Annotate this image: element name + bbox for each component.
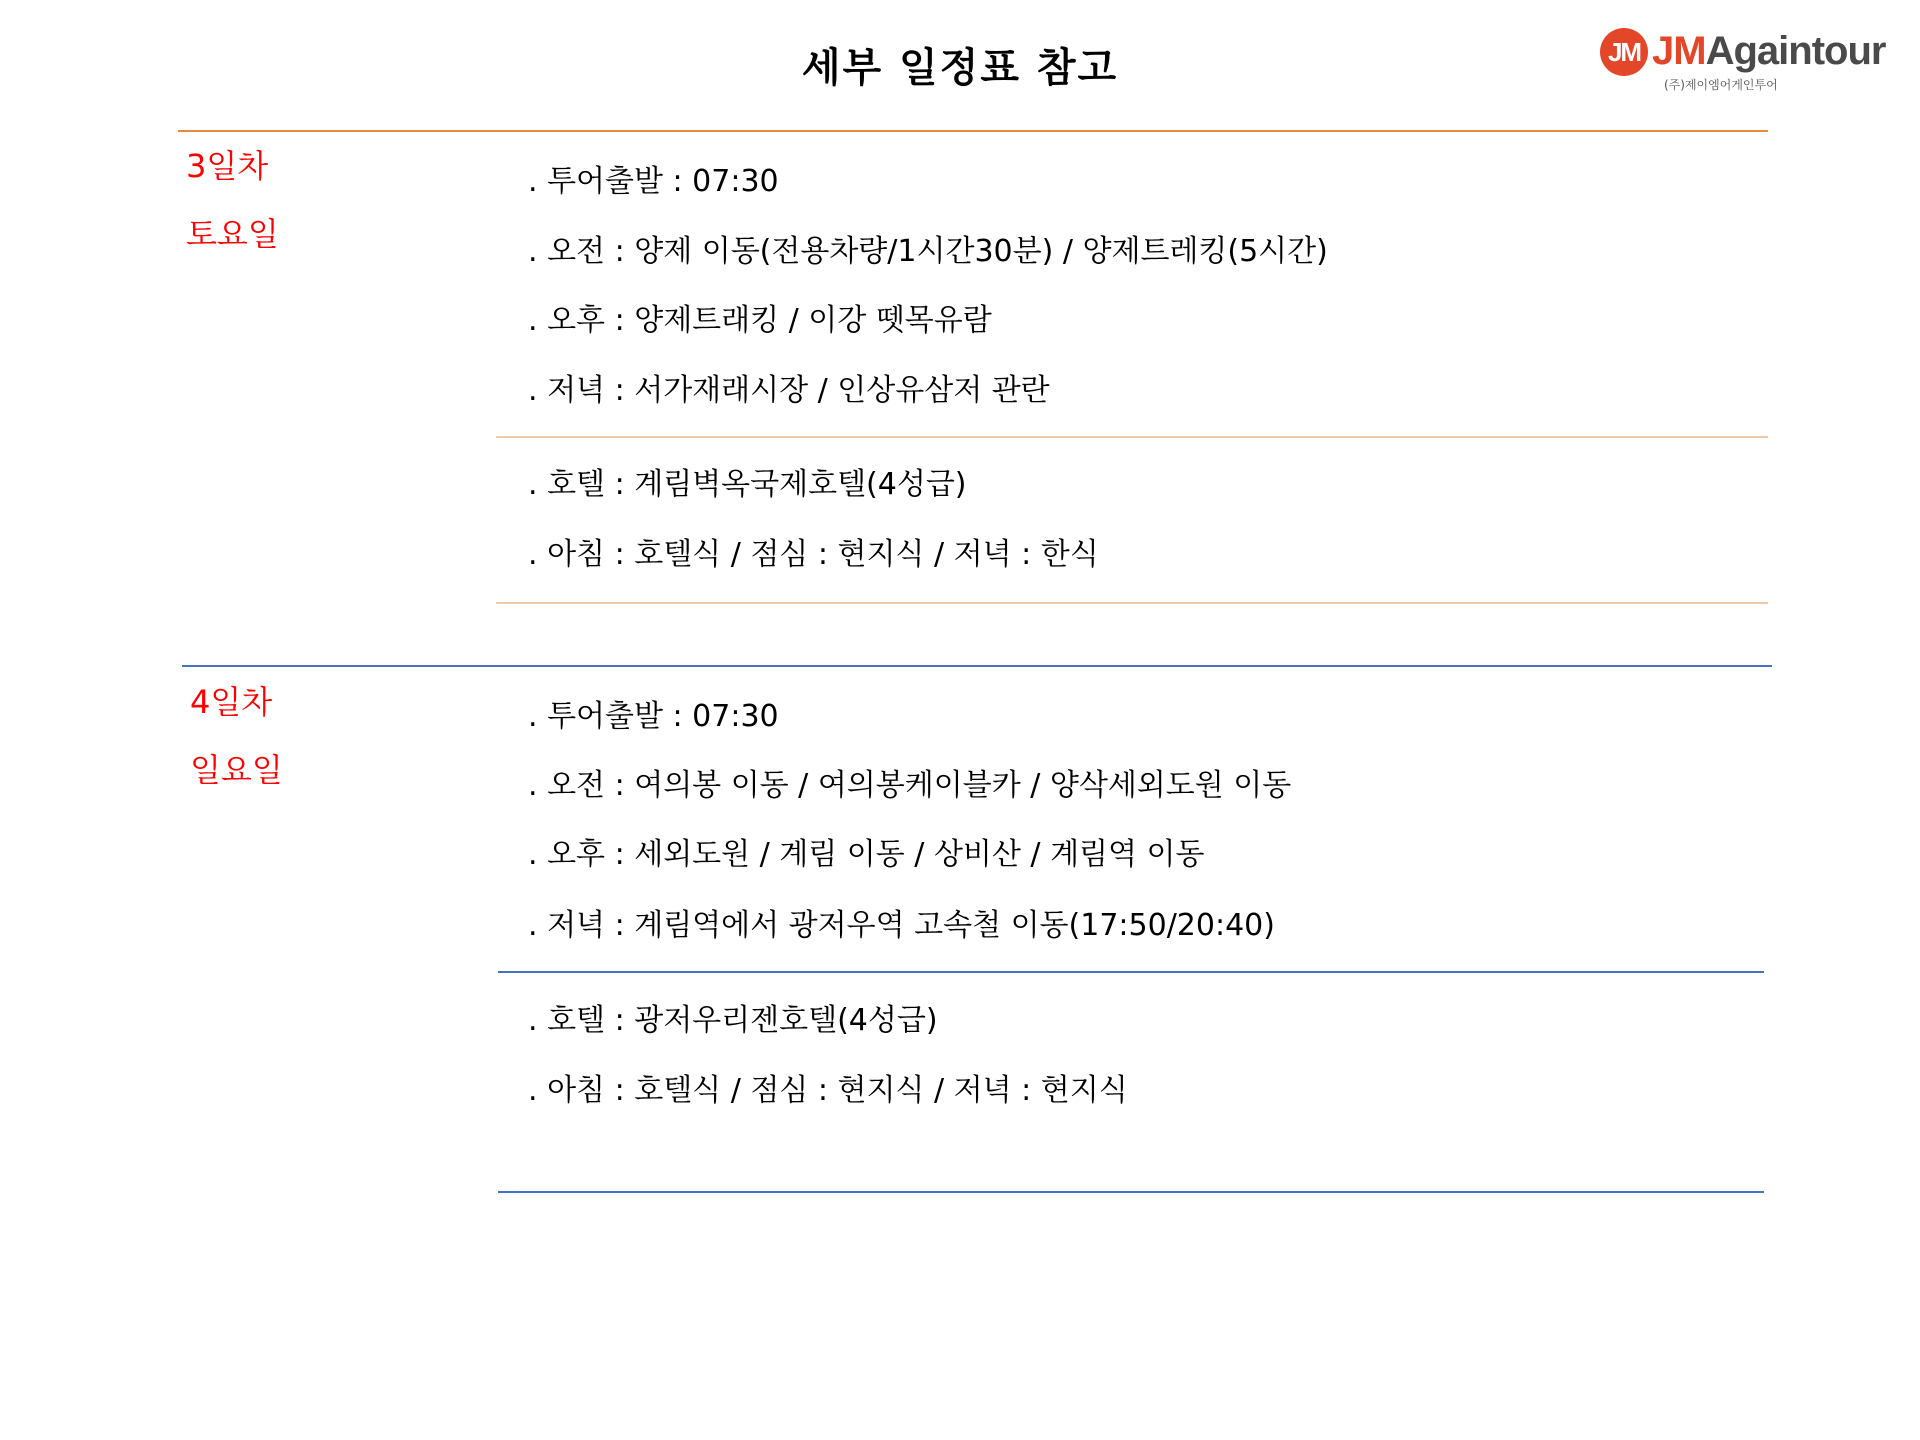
- day3-schedule-item: . 저녁 : 서가재래시장 / 인상유삼저 관란: [528, 373, 1050, 408]
- day3-stay-item: . 아침 : 호텔식 / 점심 : 현지식 / 저녁 : 한식: [528, 537, 1099, 572]
- day4-top-rule: [182, 665, 1772, 667]
- day4-schedule-item: . 투어출발 : 07:30: [528, 699, 779, 734]
- day4-label: 4일차: [190, 683, 273, 721]
- day4-weekday: 일요일: [190, 751, 283, 789]
- day3-divider-rule: [496, 436, 1768, 438]
- day4-divider-rule: [498, 971, 1764, 973]
- logo-subtitle: (주)제이엠어게인투어: [1664, 78, 1778, 92]
- day4-stay-item: . 호텔 : 광저우리젠호텔(4성급): [528, 1003, 938, 1038]
- day4-schedule-item: . 오후 : 세외도원 / 계림 이동 / 상비산 / 계림역 이동: [528, 837, 1205, 872]
- logo-brand-accent: JM: [1652, 29, 1706, 73]
- day3-weekday: 토요일: [186, 215, 279, 253]
- day4-schedule-item: . 저녁 : 계림역에서 광저우역 고속철 이동(17:50/20:40): [528, 908, 1275, 943]
- page-title: 세부 일정표 참고: [801, 45, 1119, 91]
- day3-schedule-item: . 투어출발 : 07:30: [528, 164, 779, 199]
- day4-bottom-rule: [498, 1191, 1764, 1193]
- day4-stay-item: . 아침 : 호텔식 / 점심 : 현지식 / 저녁 : 현지식: [528, 1073, 1128, 1108]
- day3-label: 3일차: [186, 147, 269, 185]
- day3-bottom-rule: [496, 602, 1768, 604]
- day4-schedule-item: . 오전 : 여의봉 이동 / 여의봉케이블카 / 양삭세외도원 이동: [528, 768, 1292, 803]
- company-logo: [1600, 26, 1900, 96]
- day3-stay-item: . 호텔 : 계림벽옥국제호텔(4성급): [528, 467, 967, 502]
- day3-top-rule: [178, 130, 1768, 132]
- logo-brand: [1652, 26, 1885, 76]
- logo-brand-rest: Againtour: [1705, 29, 1886, 73]
- day3-schedule-item: . 오후 : 양제트래킹 / 이강 뗏목유람: [528, 303, 992, 338]
- logo-badge-icon: JM: [1600, 28, 1648, 76]
- day3-schedule-item: . 오전 : 양제 이동(전용차량/1시간30분) / 양제트레킹(5시간): [528, 234, 1328, 269]
